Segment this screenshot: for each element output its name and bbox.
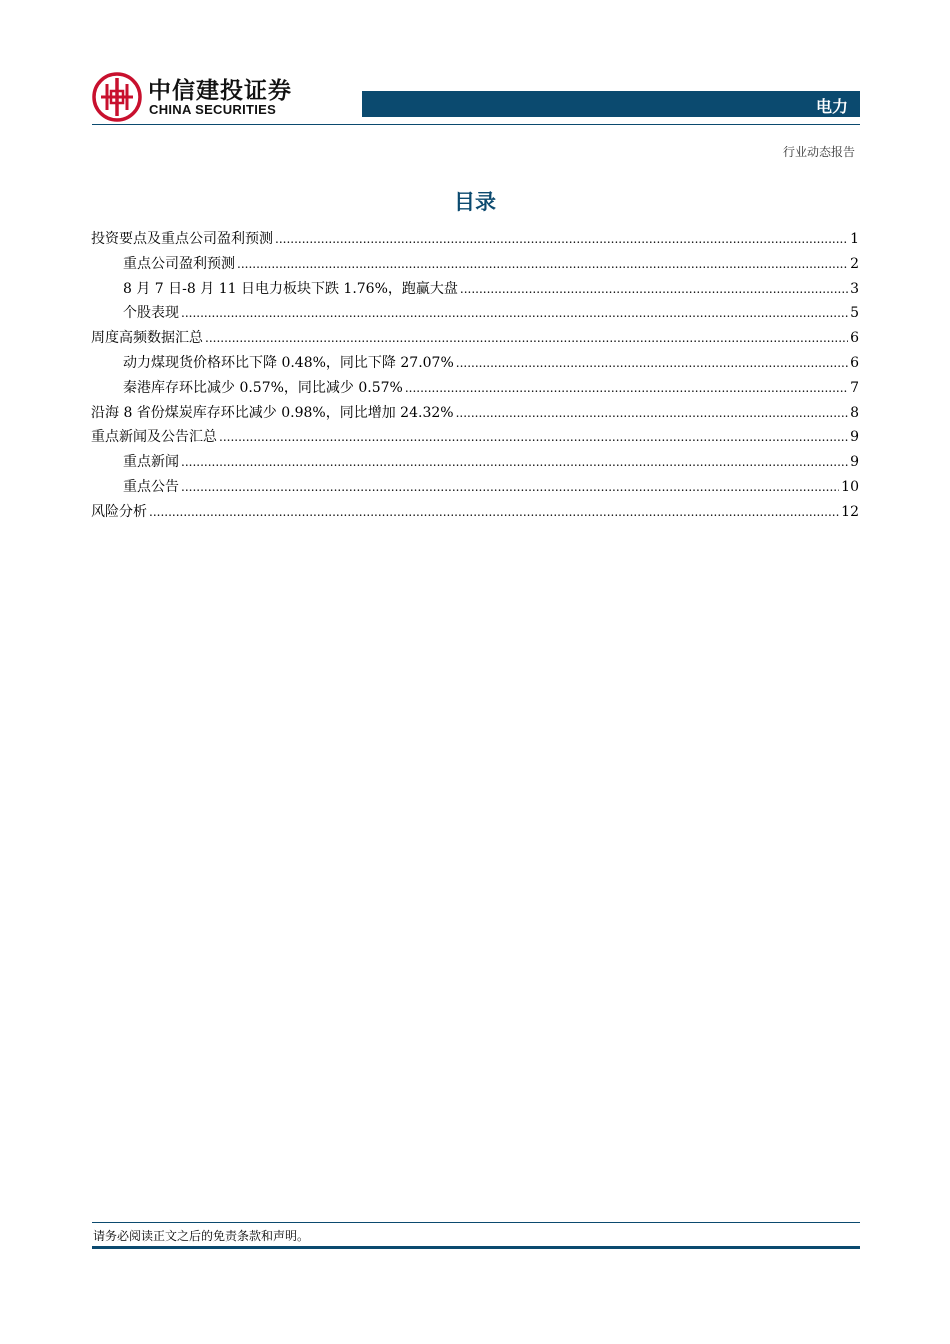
toc-page-number[interactable]: 3 [850, 280, 859, 297]
toc-entry-text[interactable]: 重点公司盈利预测 [123, 255, 235, 272]
toc-page-number[interactable]: 9 [850, 454, 859, 471]
toc-page-number[interactable]: 6 [850, 330, 859, 347]
toc-entry[interactable] [91, 227, 859, 252]
toc-entry[interactable] [91, 326, 859, 351]
toc-entry-text[interactable]: 重点新闻及公告汇总 [91, 429, 217, 446]
toc-dot-leader [205, 326, 848, 351]
toc-entry[interactable] [91, 277, 859, 302]
toc-dot-leader [149, 500, 839, 525]
toc-title: 目录 [454, 190, 496, 214]
toc-entry-text[interactable]: 动力煤现货价格环比下降 0.48%，同比下降 27.07% [123, 354, 454, 371]
table-of-contents [91, 227, 859, 525]
toc-dot-leader [181, 475, 839, 500]
toc-page-number[interactable]: 12 [841, 503, 859, 520]
header-divider [92, 124, 860, 125]
toc-dot-leader [456, 351, 848, 376]
toc-page-number[interactable]: 1 [850, 231, 859, 247]
citic-logo-icon [92, 72, 142, 122]
toc-entry-text[interactable]: 8 月 7 日-8 月 11 日电力板块下跌 1.76%，跑赢大盘 [123, 280, 458, 297]
toc-entry[interactable] [91, 376, 859, 401]
toc-entry-text[interactable]: 个股表现 [123, 305, 179, 322]
toc-entry[interactable] [91, 450, 859, 475]
toc-entry-text[interactable]: 沿海 8 省份煤炭库存环比减少 0.98%，同比增加 24.32% [91, 404, 454, 421]
logo-english-name: CHINA SECURITIES [149, 102, 277, 117]
toc-entry-text[interactable]: 风险分析 [91, 503, 147, 520]
toc-entry[interactable] [91, 500, 859, 525]
toc-entry[interactable] [91, 351, 859, 376]
toc-page-number[interactable]: 5 [850, 305, 859, 322]
toc-entry[interactable] [91, 301, 859, 326]
toc-entry-text[interactable]: 重点新闻 [123, 454, 179, 471]
toc-dot-leader [181, 301, 848, 326]
toc-dot-leader [219, 425, 848, 450]
toc-entry[interactable] [91, 475, 859, 500]
header-bar [362, 91, 860, 117]
toc-entry-text[interactable]: 秦港库存环比减少 0.57%，同比减少 0.57% [123, 379, 403, 396]
report-type-label: 行业动态报告 [782, 145, 855, 159]
toc-entry[interactable] [91, 425, 859, 450]
footer-disclaimer: 请务必阅读正文之后的免责条款和声明。 [93, 1229, 310, 1243]
toc-page-number[interactable]: 10 [841, 478, 859, 495]
toc-entry[interactable] [91, 252, 859, 277]
toc-page-number[interactable]: 7 [850, 379, 859, 396]
toc-entry[interactable] [91, 401, 859, 426]
toc-dot-leader [460, 277, 848, 302]
toc-dot-leader [237, 252, 848, 277]
toc-dot-leader [405, 376, 848, 401]
toc-page-number[interactable]: 2 [850, 255, 859, 272]
logo-chinese-name: 中信建投证券 [148, 78, 292, 104]
toc-dot-leader [275, 227, 848, 252]
footer-divider [92, 1222, 860, 1223]
footer-bar [92, 1246, 860, 1249]
company-logo [92, 70, 302, 126]
toc-page-number[interactable]: 8 [850, 404, 859, 421]
toc-entry-text[interactable]: 周度高频数据汇总 [91, 330, 203, 347]
toc-dot-leader [456, 401, 849, 426]
toc-entry-text[interactable]: 重点公告 [123, 478, 179, 495]
toc-dot-leader [181, 450, 848, 475]
toc-entry-text[interactable]: 投资要点及重点公司盈利预测 [91, 231, 273, 247]
toc-page-number[interactable]: 6 [850, 354, 859, 371]
toc-page-number[interactable]: 9 [850, 429, 859, 446]
sector-label: 电力 [815, 97, 848, 116]
